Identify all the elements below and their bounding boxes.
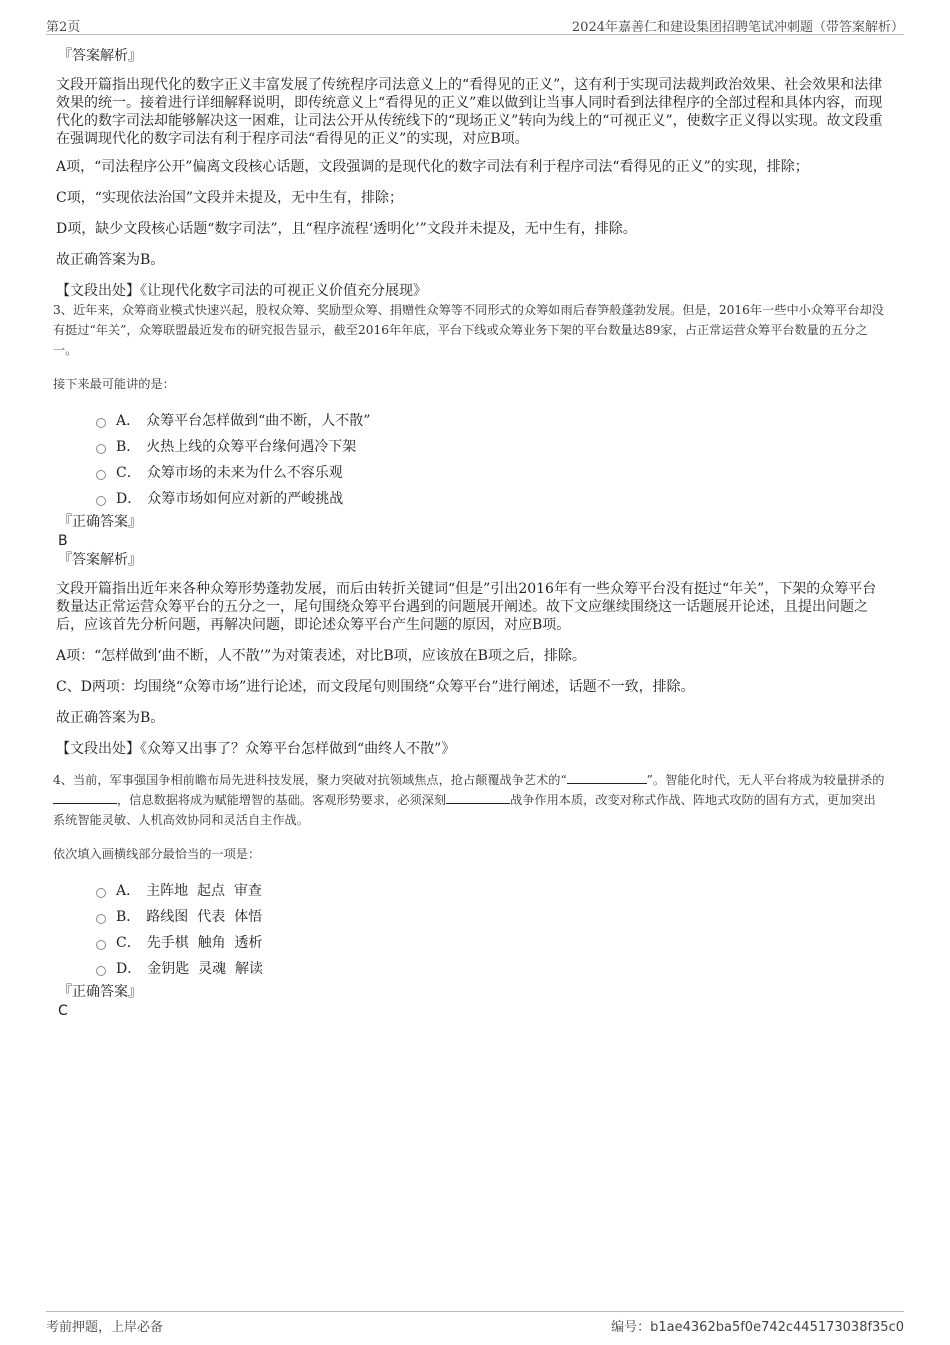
q2-option-d-analysis: D项，缺少文段核心话题“数字司法”，且“程序流程‘透明化’”文段并未提及，无中生有，排除。 [56, 221, 637, 237]
q2-option-c-analysis: C项，“实现依法治国”文段并未提及，无中生有，排除； [56, 190, 404, 206]
q4-options [96, 878, 886, 982]
page-header [46, 14, 904, 35]
radio-button-icon[interactable] [96, 418, 106, 428]
option-text: 主阵地 起点 审查 [146, 883, 262, 899]
document-id: 编号：b1ae4362ba5f0e742c445173038f35c0 [611, 1320, 904, 1335]
footer-slogan: 考前押题，上岸必备 [46, 1320, 164, 1335]
q3-option-d[interactable]: D． 众筹市场如何应对新的严峻挑战 [96, 486, 886, 512]
q3-analysis-paragraph: 文段开篇指出近年来各种众筹形势蓬勃发展，而后由转折关键词“但是”引出2016年有一些众筹平台没有挺过“年关”，下架的众筹平台数量达正常运营众筹平台的五分之一，尾句围绕众筹平台遇到的问题展开阐述。故下文应继续围绕这一话题展开论述，且提出问题之后，应该首先分析问题，再解决问题，即论述众筹平台产生问题的原因，对应B项。 [56, 581, 877, 633]
q4-option-a[interactable]: A． 主阵地 起点 审查 [96, 878, 886, 904]
radio-button-icon[interactable] [96, 940, 106, 950]
radio-button-icon[interactable] [96, 914, 106, 924]
document-title: 2024年嘉善仁和建设集团招聘笔试冲刺题（带答案解析） [571, 20, 904, 35]
q2-conclusion: 故正确答案为B。 [56, 252, 165, 268]
q2-analysis-tag: 『答案解析』 [58, 48, 142, 64]
q4-answer-tag: 『正确答案』 [58, 984, 142, 1000]
fill-blank-3 [446, 791, 510, 804]
q3-option-b[interactable]: B． 火热上线的众筹平台缘何遇冷下架 [96, 434, 886, 460]
radio-button-icon[interactable] [96, 888, 106, 898]
option-text: 火热上线的众筹平台缘何遇冷下架 [146, 439, 357, 455]
q3-option-a[interactable]: A． 众筹平台怎样做到“曲不断，人不散” [96, 408, 886, 434]
option-text: 金钥匙 灵魂 解读 [147, 961, 264, 977]
q4-option-d[interactable]: D． 金钥匙 灵魂 解读 [96, 956, 886, 982]
option-text: 众筹市场的未来为什么不容乐观 [146, 465, 343, 481]
q2-option-a-analysis: A项，“司法程序公开”偏离文段核心话题，文段强调的是现代化的数字司法有利于程序司法“看得见的正义”的实现，排除； [56, 159, 809, 175]
q3-stem: 3、近年来，众筹商业模式快速兴起，股权众筹、奖励型众筹、捐赠性众筹等不同形式的众筹如雨后春笋般蓬勃发展。但是，2016年一些中小众筹平台却没有挺过“年关”，众筹联盟最近发布的研究报告显示，截至2016年年底，平台下线或众筹业务下架的平台数量达89家，占正常运营众筹平台数量的五分之一。 [53, 303, 884, 357]
q3-prompt: 接下来最可能讲的是： [53, 377, 175, 391]
option-text: 先手棋 触角 透析 [146, 935, 263, 951]
fill-blank-1 [567, 771, 647, 784]
option-text: 众筹市场如何应对新的严峻挑战 [147, 491, 344, 507]
q4-prompt: 依次填入画横线部分最恰当的一项是： [53, 847, 261, 861]
q4-option-c[interactable]: C． 先手棋 触角 透析 [96, 930, 886, 956]
q3-answer-tag: 『正确答案』 [58, 514, 142, 530]
q4-stem: 4、当前，军事强国争相前瞻布局先进科技发展，聚力突破对抗领域焦点，抢占颠覆战争艺术的“ ”。智能化时代，无人平台将成为较量拼杀的，信息数据将成为赋能增智的基础。客观形势要求，必须深刻 战争作用本质，改变对称式作战、阵地式攻防的固有方式，更加突出系统智能灵敏、人机高效协同和灵活自主作战。 [53, 773, 885, 827]
q3-source: 【文段出处】《众筹又出事了？众筹平台怎样做到“曲终人不散”》 [56, 741, 456, 757]
q3-option-c[interactable]: C． 众筹市场的未来为什么不容乐观 [96, 460, 886, 486]
q3-option-a-analysis: A项：“怎样做到‘曲不断，人不散’”为对策表述，对比B项，应该放在B项之后，排除。 [56, 648, 586, 664]
page-number: 第2页 [46, 20, 81, 35]
q4-option-b[interactable]: B． 路线图 代表 体悟 [96, 904, 886, 930]
option-text: 众筹平台怎样做到“曲不断，人不散” [146, 413, 371, 429]
radio-button-icon[interactable] [96, 444, 106, 454]
page-content [53, 46, 886, 1020]
q3-answer: B [58, 533, 68, 549]
q2-analysis-paragraph: 文段开篇指出现代化的数字正义丰富发展了传统程序司法意义上的“看得见的正义”，这有利于实现司法裁判政治效果、社会效果和法律效果的统一。接着进行详细解释说明，即传统意义上“看得见的正义”难以做到让当事人同时看到法律程序的全部过程和具体内容，而现代化的数字司法却能够解决这一困难，让司法公开从传统线下的“现场正义”转向为线上的“可视正义”，使数字正义得以实现。故文段重在强调现代化的数字司法有利于程序司法“看得见的正义”的实现，对应B项。 [56, 77, 883, 147]
option-text: 路线图 代表 体悟 [146, 909, 263, 925]
radio-button-icon[interactable] [96, 496, 106, 506]
q3-option-cd-analysis: C、D两项：均围绕“众筹市场”进行论述，而文段尾句则围绕“众筹平台”进行阐述，话题不一致，排除。 [56, 679, 695, 695]
fill-blank-2 [53, 791, 117, 804]
q3-analysis-tag: 『答案解析』 [58, 552, 142, 568]
radio-button-icon[interactable] [96, 470, 106, 480]
q3-options [96, 408, 886, 512]
page-footer [46, 1311, 904, 1336]
radio-button-icon[interactable] [96, 966, 106, 976]
q4-answer: C [58, 1003, 68, 1019]
q3-conclusion: 故正确答案为B。 [56, 710, 165, 726]
q2-source: 【文段出处】《让现代化数字司法的可视正义价值充分展现》 [56, 283, 427, 299]
